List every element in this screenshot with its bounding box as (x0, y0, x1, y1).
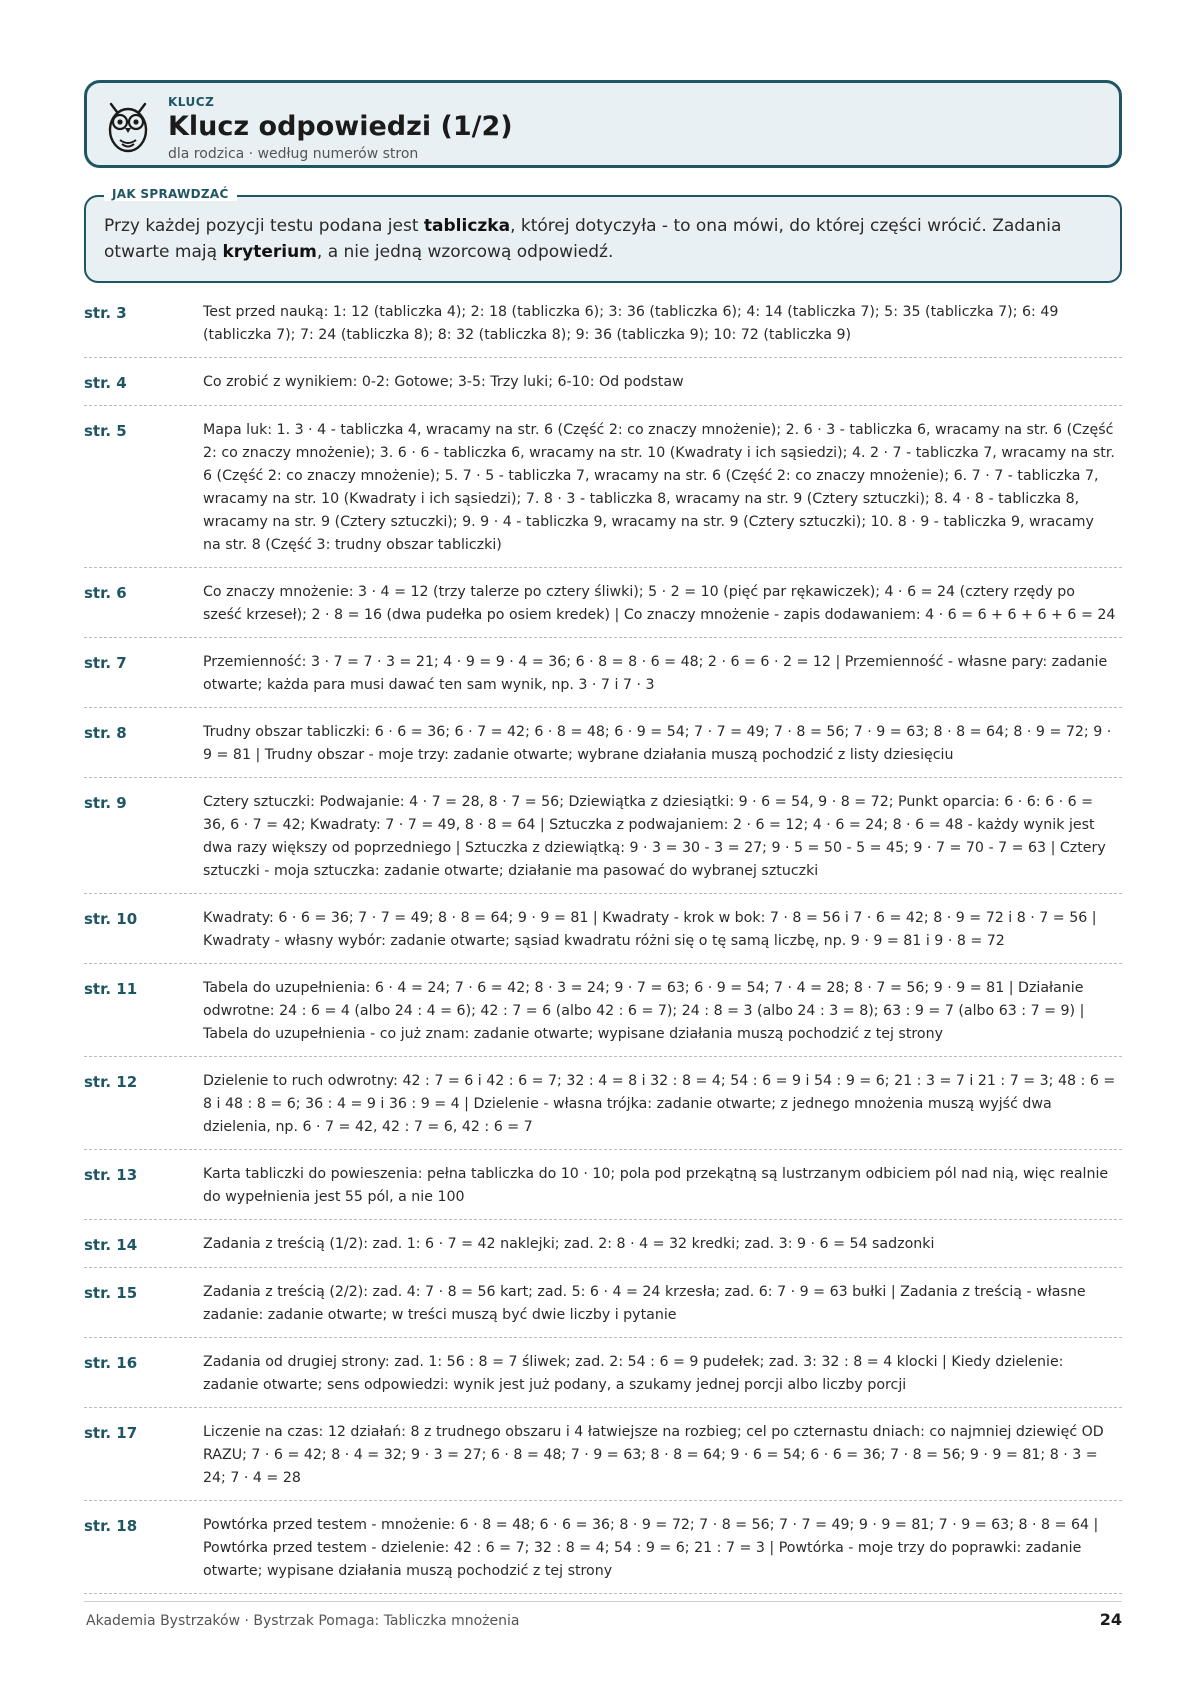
answer-text: Dzielenie to ruch odwrotny: 42 : 7 = 6 i 42 : 6 = 7; 32 : 4 = 8 i 32 : 8 = 4; 54 : 6 = 9 i 54 : 9 = 6; 21 : 3 = 7 i 21 : 7 = 3; 48 : 6 = 8 i 48 : 8 = 6; 36 : 4 = 9 i 36 : 9 = 4 | Dzielenie - własna trójka: zadanie otwarte; z jednego mnożenia muszą wyjść dwa dzielenia, np. 6 · 7 = 42, 42 : 7 = 6, 42 : 6 = 7 (203, 1073, 1116, 1135)
page-ref: str. 17 (84, 1424, 138, 1442)
answer-text: Test przed nauką: 1: 12 (tabliczka 4); 2: 18 (tabliczka 6); 3: 36 (tabliczka 6); 4: 14 (tabliczka 7); 5: 35 (tabliczka 7); 6: 49 (tabliczka 7); 7: 24 (tabliczka 8); 8: 32 (tabliczka 8); 9: 36 (tabliczka 9); 10: 72 (tabliczka 9) (203, 304, 1059, 343)
footer-separator: · (244, 1613, 249, 1629)
answer-row (84, 788, 1122, 894)
page-ref: str. 16 (84, 1354, 138, 1372)
answer-text: Zadania z treścią (2/2): zad. 4: 7 · 8 = 56 kart; zad. 5: 6 · 4 = 24 krzesła; zad. 6: 7 · 9 = 63 bułki | Zadania z treścią - własne zadanie: zadanie otwarte; w treści muszą być dwie liczby i pytanie (203, 1284, 1086, 1323)
answer-text: Co zrobić z wynikiem: 0-2: Gotowe; 3-5: Trzy luki; 6-10: Od podstaw (203, 374, 684, 390)
how-to-check-text (104, 213, 1102, 265)
answer-row (84, 1160, 1122, 1220)
owl-icon (105, 98, 151, 154)
answer-text: Przemienność: 3 · 7 = 7 · 3 = 21; 4 · 9 = 9 · 4 = 36; 6 · 8 = 8 · 6 = 48; 2 · 6 = 6 · 2 = 12 | Przemienność - własne pary: zadanie otwarte; każda para musi dawać ten sam wynik, np. 3 · 7 i 7 · 3 (203, 654, 1108, 693)
answer-row (84, 298, 1122, 358)
info-bold-term: kryterium (222, 242, 317, 262)
footer-divider (84, 1601, 1122, 1602)
header-card (84, 80, 1122, 168)
footer-book-title: Bystrzak Pomaga: Tabliczka mnożenia (253, 1613, 520, 1629)
how-to-check-label: JAK SPRAWDZAĆ (104, 187, 237, 201)
page-ref: str. 18 (84, 1517, 138, 1535)
answer-row (84, 974, 1122, 1057)
page-title: Klucz odpowiedzi (1/2) (168, 111, 513, 142)
page-subtitle: dla rodzica · według numerów stron (168, 146, 419, 162)
page-ref: str. 14 (84, 1236, 138, 1254)
how-to-check-box (84, 187, 1122, 283)
info-text-part: Przy każdej pozycji testu podana jest (104, 216, 424, 236)
answer-row (84, 368, 1122, 406)
info-text-part: , a nie jedną wzorcową odpowiedź. (316, 242, 614, 262)
answer-row (84, 718, 1122, 778)
answer-text: Liczenie na czas: 12 działań: 8 z trudnego obszaru i 4 łatwiejsze na rozbieg; cel po czternastu dniach: co najmniej dziewięć OD RAZU; 7 · 6 = 42; 8 · 4 = 32; 9 · 3 = 27; 6 · 8 = 48; 7 · 9 = 63; 8 · 8 = 64; 9 · 6 = 54; 6 · 6 = 36; 7 · 8 = 56; 9 · 9 = 81; 8 · 3 = 24; 7 · 4 = 28 (203, 1424, 1104, 1486)
page-ref: str. 5 (84, 422, 127, 440)
page-ref: str. 13 (84, 1166, 138, 1184)
page-ref: str. 6 (84, 584, 127, 602)
page-ref: str. 8 (84, 724, 127, 742)
answer-row (84, 1348, 1122, 1408)
page-ref: str. 3 (84, 304, 127, 322)
page-ref: str. 11 (84, 980, 138, 998)
answer-row (84, 904, 1122, 964)
page-ref: str. 4 (84, 374, 127, 392)
page-number: 24 (1099, 1610, 1122, 1629)
answer-row (84, 648, 1122, 708)
answer-text: Zadania od drugiej strony: zad. 1: 56 : 8 = 7 śliwek; zad. 2: 54 : 6 = 9 pudełek; zad. 3: 32 : 8 = 4 klocki | Kiedy dzielenie: zadanie otwarte; sens odpowiedzi: wynik jest już podany, a szukamy jednej porcji albo liczby porcji (203, 1354, 1064, 1393)
page-ref: str. 15 (84, 1284, 138, 1302)
answer-text: Karta tabliczki do powieszenia: pełna tabliczka do 10 · 10; pola pod przekątną są lustrzanym odbiciem pól nad nią, więc realnie do wypełnienia jest 55 pól, a nie 100 (203, 1166, 1109, 1205)
page-ref: str. 9 (84, 794, 127, 812)
page-ref: str. 7 (84, 654, 127, 672)
answer-text: Mapa luk: 1. 3 · 4 - tabliczka 4, wracamy na str. 6 (Część 2: co znaczy mnożenie); 2. 6 · 3 - tabliczka 6, wracamy na str. 6 (Część 2: co znaczy mnożenie); 3. 6 · 6 - tabliczka 6, wracamy na str. 10 (Kwadraty i ich sąsiedzi); 4. 2 · 7 - tabliczka 7, wracamy na str. 6 (Część 2: co znaczy mnożenie); 5. 7 · 5 - tabliczka 7, wracamy na str. 6 (Część 2: co znaczy mnożenie); 6. 7 · 7 - tabliczka 7, wracamy na str. 10 (Kwadraty i ich sąsiedzi); 7. 8 · 3 - tabliczka 8, wracamy na str. 9 (Cztery sztuczki); 8. 4 · 8 - tabliczka 8, wracamy na str. 9 (Cztery sztuczki); 9. 9 · 4 - tabliczka 9, wracamy na str. 9 (Cztery sztuczki); 10. 8 · 9 - tabliczka 9, wracamy na str. 8 (Część 3: trudny obszar tabliczki) (203, 422, 1115, 553)
info-text-part: , której dotyczyła - to ona mówi, do której części wrócić. Zadania otwarte mają (104, 216, 1062, 262)
answer-text: Kwadraty: 6 · 6 = 36; 7 · 7 = 49; 8 · 8 = 64; 9 · 9 = 81 | Kwadraty - krok w bok: 7 · 8 = 56 i 7 · 6 = 42; 8 · 9 = 72 i 8 · 7 = 56 | Kwadraty - własny wybór: zadanie otwarte; sąsiad kwadratu różni się o tę samą liczbę, np. 9 · 9 = 81 i 9 · 8 = 72 (203, 910, 1097, 949)
answer-row (84, 1278, 1122, 1338)
answer-text: Powtórka przed testem - mnożenie: 6 · 8 = 48; 6 · 6 = 36; 8 · 9 = 72; 7 · 8 = 56; 7 · 7 = 49; 9 · 9 = 81; 7 · 9 = 63; 8 · 8 = 64 | Powtórka przed testem - dzielenie: 42 : 6 = 7; 32 : 8 = 4; 54 : 9 = 6; 21 : 7 = 3 | Powtórka - moje trzy do poprawki: zadanie otwarte; wypisane działania muszą pochodzić z tej strony (203, 1517, 1099, 1579)
page-ref: str. 12 (84, 1073, 138, 1091)
answer-row (84, 578, 1122, 638)
answer-row (84, 416, 1122, 568)
answer-row (84, 1230, 1122, 1268)
info-bold-term: tabliczka (423, 216, 511, 236)
answer-text: Co znaczy mnożenie: 3 · 4 = 12 (trzy talerze po cztery śliwki); 5 · 2 = 10 (pięć par rękawiczek); 4 · 6 = 24 (cztery rzędy po sześć krzeseł); 2 · 8 = 16 (dwa pudełka po osiem kredek) | Co znaczy mnożenie - zapis dodawaniem: 4 · 6 = 6 + 6 + 6 + 6 = 24 (203, 584, 1116, 623)
answer-row (84, 1067, 1122, 1150)
answer-text: Trudny obszar tabliczki: 6 · 6 = 36; 6 · 7 = 42; 6 · 8 = 48; 6 · 9 = 54; 7 · 7 = 49; 7 · 8 = 56; 7 · 9 = 63; 8 · 8 = 64; 8 · 9 = 72; 9 · 9 = 81 | Trudny obszar - moje trzy: zadanie otwarte; wybrane działania muszą pochodzić z listy dziesięciu (203, 724, 1112, 763)
answer-text: Tabela do uzupełnienia: 6 · 4 = 24; 7 · 6 = 42; 8 · 3 = 24; 9 · 7 = 63; 6 · 9 = 54; 7 · 4 = 28; 8 · 7 = 56; 9 · 9 = 81 | Działanie odwrotne: 24 : 6 = 4 (albo 24 : 4 = 6); 42 : 7 = 6 (albo 42 : 6 = 7); 24 : 8 = 3 (albo 24 : 3 = 8); 63 : 9 = 7 (albo 63 : 7 = 9) | Tabela do uzupełnienia - co już znam: zadanie otwarte; wypisane działania muszą pochodzić z tej strony (203, 980, 1085, 1042)
answer-text: Zadania z treścią (1/2): zad. 1: 6 · 7 = 42 naklejki; zad. 2: 8 · 4 = 32 kredki; zad. 3: 9 · 6 = 54 sadzonki (203, 1236, 935, 1252)
answer-row (84, 1418, 1122, 1501)
footer-publisher: Akademia Bystrzaków (86, 1613, 241, 1629)
header-eyebrow: KLUCZ (168, 95, 215, 109)
answer-row (84, 1511, 1122, 1594)
footer-credits (86, 1613, 520, 1629)
page-ref: str. 10 (84, 910, 138, 928)
answer-list (84, 298, 1122, 1604)
answer-text: Cztery sztuczki: Podwajanie: 4 · 7 = 28, 8 · 7 = 56; Dziewiątka z dziesiątki: 9 · 6 = 54, 9 · 8 = 72; Punkt oparcia: 6 · 6: 6 · 6 = 36, 6 · 7 = 42; Kwadraty: 7 · 7 = 49, 8 · 8 = 64 | Sztuczka z podwajaniem: 2 · 6 = 12; 4 · 6 = 24; 8 · 6 = 48 - każdy wynik jest dwa razy większy od poprzedniego | Sztuczka z dziewiątką: 9 · 3 = 30 - 3 = 27; 9 · 5 = 50 - 5 = 45; 9 · 7 = 70 - 7 = 63 | Cztery sztuczki - moja sztuczka: zadanie otwarte; działanie ma pasować do wybranej sztuczki (203, 794, 1106, 879)
